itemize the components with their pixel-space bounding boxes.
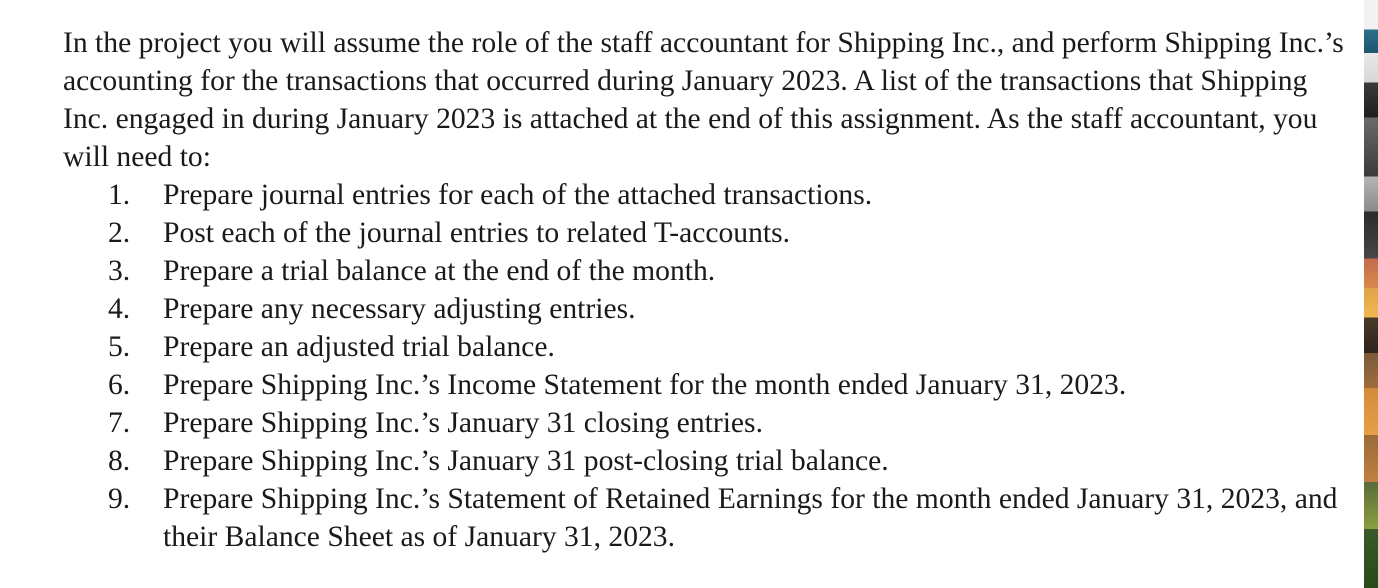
task-text: Post each of the journal entries to related T-accounts. bbox=[163, 217, 791, 249]
background-image-edge bbox=[1364, 0, 1378, 588]
task-number: 9. bbox=[108, 483, 131, 515]
task-number: 6. bbox=[108, 369, 131, 401]
task-text: Prepare a trial balance at the end of the month. bbox=[163, 255, 716, 287]
task-number: 2. bbox=[108, 217, 131, 249]
task-number: 5. bbox=[108, 331, 131, 363]
task-number: 8. bbox=[108, 445, 131, 477]
task-text: Prepare Shipping Inc.’s January 31 closing entries. bbox=[163, 407, 763, 439]
task-number: 3. bbox=[108, 255, 131, 287]
task-item-2 bbox=[63, 214, 1353, 252]
task-text: Prepare Shipping Inc.’s January 31 post-closing trial balance. bbox=[163, 445, 889, 477]
task-number: 1. bbox=[108, 179, 131, 211]
task-item-7 bbox=[63, 404, 1353, 442]
task-text: Prepare Shipping Inc.’s Income Statement for the month ended January 31, 2023. bbox=[163, 369, 1127, 401]
task-number: 4. bbox=[108, 293, 131, 325]
task-text: Prepare any necessary adjusting entries. bbox=[163, 293, 636, 325]
intro-paragraph: In the project you will assume the role of the staff accountant for Shipping Inc., and perform Shipping Inc.’s accounting for the transactions that occurred during January 2023. A list of the transactions that Shipping Inc. engaged in during January 2023 is attached at the end of this assignment. As the staff accountant, you will need to: bbox=[63, 27, 1344, 173]
task-item-4 bbox=[63, 290, 1353, 328]
document-body bbox=[63, 24, 1353, 556]
task-text: Prepare Shipping Inc.’s Statement of Retained Earnings for the month ended January 31, 2023, and their Balance Sheet as of January 31, 2023. bbox=[163, 483, 1338, 553]
task-item-6 bbox=[63, 366, 1353, 404]
task-number: 7. bbox=[108, 407, 131, 439]
task-text: Prepare journal entries for each of the attached transactions. bbox=[163, 179, 873, 211]
task-text: Prepare an adjusted trial balance. bbox=[163, 331, 555, 363]
task-item-5 bbox=[63, 328, 1353, 366]
task-item-1 bbox=[63, 176, 1353, 214]
task-item-9 bbox=[63, 480, 1353, 556]
task-list bbox=[63, 176, 1353, 556]
task-item-8 bbox=[63, 442, 1353, 480]
task-item-3 bbox=[63, 252, 1353, 290]
